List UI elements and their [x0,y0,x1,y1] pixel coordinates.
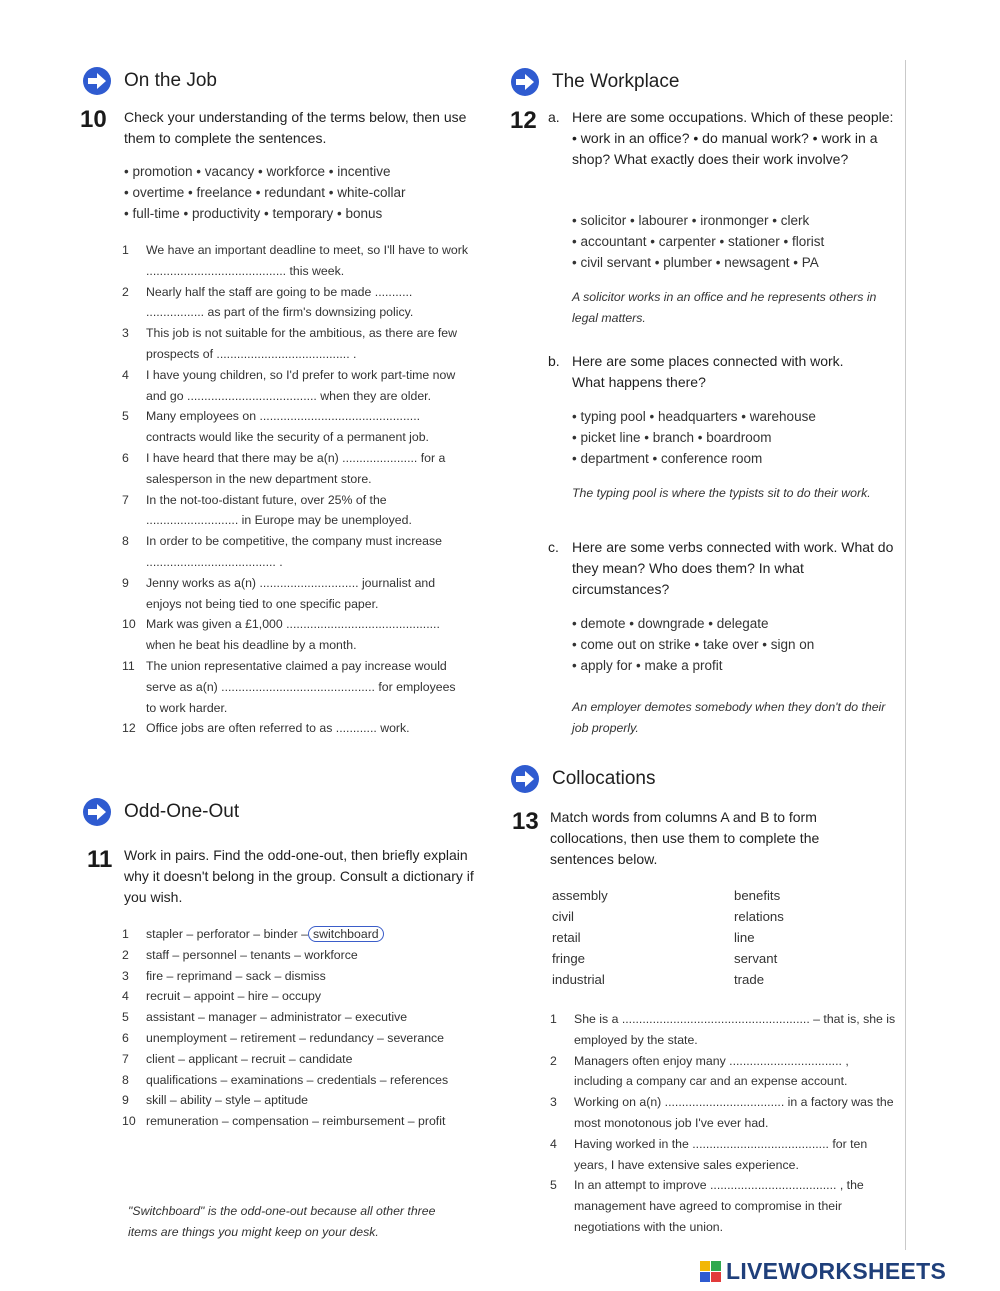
list-item [122,1049,472,1070]
section-header-on-the-job [82,64,217,98]
item-text: The union representative claimed a pay increase would serve as a(n) ............................................. for employees to work harder. [146,658,456,715]
item-number: 4 [550,1136,557,1151]
item-text: Having worked in the ........................................ for ten years, I have extensive sales experience. [574,1136,868,1172]
list-item [122,614,469,656]
list-item [122,531,469,573]
list-item [122,573,469,615]
item-number: 6 [122,450,129,465]
item-text: unemployment – retirement – redundancy – severance [146,1030,445,1045]
item-number: 2 [122,284,129,299]
item-number: 3 [122,968,129,983]
item-text: staff – personnel – tenants – workforce [146,947,358,962]
item-text: skill – ability – style – aptitude [146,1093,308,1108]
sentence-list [122,240,469,739]
exercise-instruction: Work in pairs. Find the odd-one-out, then briefly explain why it doesn't belong in the group. Consult a dictionary if you wish. [124,847,474,905]
exercise-number: 11 [87,846,113,873]
part-label: a. [548,109,560,125]
word-bank [124,161,406,224]
list-item [122,986,472,1007]
example-answer: The typing pool is where the typists sit to do their work. [572,486,871,500]
item-number: 9 [122,1093,129,1108]
word-bank-line: • picket line • branch • boardroom [572,430,772,445]
item-number: 10 [122,1114,136,1129]
item-text: Office jobs are often referred to as ............ work. [146,721,410,736]
list-item [122,656,469,718]
item-number: 8 [122,1072,129,1087]
column-b-word: benefits [734,888,781,903]
collocation-row [552,927,784,948]
arrow-circle-icon [82,797,112,827]
collocation-row [552,885,784,906]
collocation-sentences [550,1009,900,1238]
word-bank-line: • department • conference room [572,451,763,466]
word-bank-line: • accountant • carpenter • stationer • florist [572,234,825,249]
section-title: Collocations [552,768,656,789]
list-item [122,1090,472,1111]
list-item [122,282,469,324]
list-item [122,1007,472,1028]
item-number: 1 [122,927,129,941]
collocation-row [552,969,784,990]
item-number: 9 [122,575,129,590]
collocation-row [552,906,784,927]
item-text: Working on a(n) ................................... in a factory was the most monotonous job I've ever had. [574,1095,894,1130]
collocation-row [552,948,784,969]
item-text: In the not-too-distant future, over 25% of the ........................... in Europe may be unemployed. [146,492,412,528]
list-item [122,323,469,365]
part-label: b. [548,353,560,369]
list-item [550,1175,900,1237]
item-text: fire – reprimand – sack – dismiss [146,968,326,983]
section-title: On the Job [124,70,217,91]
liveworksheets-logo [700,1259,946,1283]
column-b-word: line [734,930,755,945]
arrow-circle-icon [82,66,112,96]
word-bank-line: • solicitor • labourer • ironmonger • clerk [572,213,810,228]
column-a-word: assembly [552,888,608,903]
word-bank-line: • come out on strike • take over • sign on [572,637,815,652]
column-b-word: trade [734,972,765,987]
exercise-instruction: Here are some places connected with work. What happens there? [572,353,844,390]
exercise-instruction: Here are some verbs connected with work. What do they mean? Who does them? In what circumstances? [572,539,894,597]
list-item [122,1070,472,1091]
column-b-word: servant [734,951,778,966]
list-item [122,448,469,490]
column-a-word: retail [552,930,581,945]
page-edge-rule [905,60,906,1250]
item-text: Jenny works as a(n) ............................. journalist and enjoys not being tied to one specific paper. [146,575,436,611]
word-bank [572,613,814,676]
list-item [122,406,469,448]
list-item [122,240,469,282]
item-number: 2 [122,947,129,962]
item-number: 3 [550,1095,557,1110]
item-number: 5 [550,1178,557,1193]
item-number: 5 [122,409,129,424]
list-item [550,1009,900,1051]
column-a-word: industrial [552,972,605,987]
item-number: 2 [550,1053,557,1068]
example-answer: An employer demotes somebody when they don't do their job properly. [572,700,886,735]
word-bank-line: • typing pool • headquarters • warehouse [572,409,816,424]
list-item [550,1134,900,1176]
circled-answer: switchboard [308,926,384,942]
section-title: Odd-One-Out [124,801,240,822]
section-header-workplace [510,65,679,99]
item-text: remuneration – compensation – reimbursement – profit [146,1114,446,1129]
item-text: This job is not suitable for the ambitious, as there are few prospects of ....................................... . [146,326,457,361]
item-number: 4 [122,367,129,382]
item-text: In an attempt to improve ..................................... , the management have agreed to compromise in their negotiations with the union. [574,1178,864,1234]
collocation-columns [552,885,784,990]
list-item [550,1051,900,1093]
example-answer: "Switchboard" is the odd-one-out because all other three items are things you might keep on your desk. [128,1204,436,1239]
item-text: Managers often enjoy many ................................. , including a company car and an expense account. [574,1053,849,1089]
item-number: 11 [122,658,135,673]
section-header-odd-one-out [82,795,239,829]
item-number: 6 [122,1030,129,1045]
word-bank-line: • full-time • productivity • temporary • bonus [124,206,383,221]
word-bank [572,406,816,469]
word-bank-line: • civil servant • plumber • newsagent • PA [572,255,819,270]
item-text: stapler – perforator – binder – [146,927,309,941]
item-number: 4 [122,989,129,1004]
word-bank-line: • overtime • freelance • redundant • white-collar [124,185,406,200]
arrow-circle-icon [510,764,540,794]
item-text: qualifications – examinations – credentials – references [146,1072,449,1087]
logo-grid-icon [700,1261,721,1282]
word-bank-line: • demote • downgrade • delegate [572,616,769,631]
section-header-collocations [510,762,656,796]
item-number: 1 [122,243,129,257]
exercise-instruction: Check your understanding of the terms below, then use them to complete the sentences. [124,109,467,146]
exercise-number: 12 [510,107,537,134]
part-label: c. [548,539,559,555]
list-item [122,490,469,532]
list-item [122,365,469,407]
item-text: She is a ....................................................... – that is, she is employed by the state. [574,1012,896,1047]
item-number: 3 [122,326,129,341]
item-number: 12 [122,721,136,736]
column-a-word: fringe [552,951,585,966]
word-bank [572,210,824,273]
list-item [122,966,472,987]
odd-one-out-list [122,924,472,1132]
exercise-instruction: Here are some occupations. Which of these people: • work in an office? • do manual work? • work in a shop? What exactly does their work involve? [572,109,894,167]
item-text: I have young children, so I'd prefer to work part-time now and go ...................................... when they are older. [146,367,456,403]
item-text: Mark was given a £1,000 ............................................. when he beat his deadline by a month. [146,617,440,653]
list-item [122,718,469,739]
item-text: We have an important deadline to meet, so I'll have to work ......................................... this week. [146,243,469,278]
item-number: 5 [122,1010,129,1025]
exercise-number: 13 [512,808,539,835]
exercise-number: 10 [80,106,107,133]
item-number: 7 [122,492,129,507]
section-title: The Workplace [552,71,680,92]
item-text: Many employees on ............................................... contracts would like the security of a permanent job. [146,409,429,445]
logo-text: LIVEWORKSHEETS [726,1257,947,1284]
list-item [122,1028,472,1049]
item-text: I have heard that there may be a(n) ...................... for a salesperson in the new department store. [146,450,446,486]
item-text: client – applicant – recruit – candidate [146,1051,353,1066]
list-item [122,1111,472,1132]
arrow-circle-icon [510,67,540,97]
word-bank-line: • promotion • vacancy • workforce • incentive [124,164,391,179]
item-text: recruit – appoint – hire – occupy [146,989,321,1004]
exercise-instruction: Match words from columns A and B to form collocations, then use them to complete the sentences below. [550,809,820,867]
item-number: 10 [122,617,136,632]
list-item [122,945,472,966]
item-text: assistant – manager – administrator – executive [146,1010,408,1025]
column-a-word: civil [552,909,574,924]
item-number: 8 [122,534,129,549]
list-item [550,1092,900,1134]
example-answer: A solicitor works in an office and he represents others in legal matters. [572,290,877,325]
item-text: In order to be competitive, the company must increase ...................................... . [146,534,442,569]
item-number: 7 [122,1051,129,1066]
column-b-word: relations [734,909,784,924]
item-text: Nearly half the staff are going to be made ........... ................. as part of the firm's downsizing policy. [146,284,414,320]
list-item [122,924,472,945]
item-number: 1 [550,1012,557,1026]
word-bank-line: • apply for • make a profit [572,658,723,673]
